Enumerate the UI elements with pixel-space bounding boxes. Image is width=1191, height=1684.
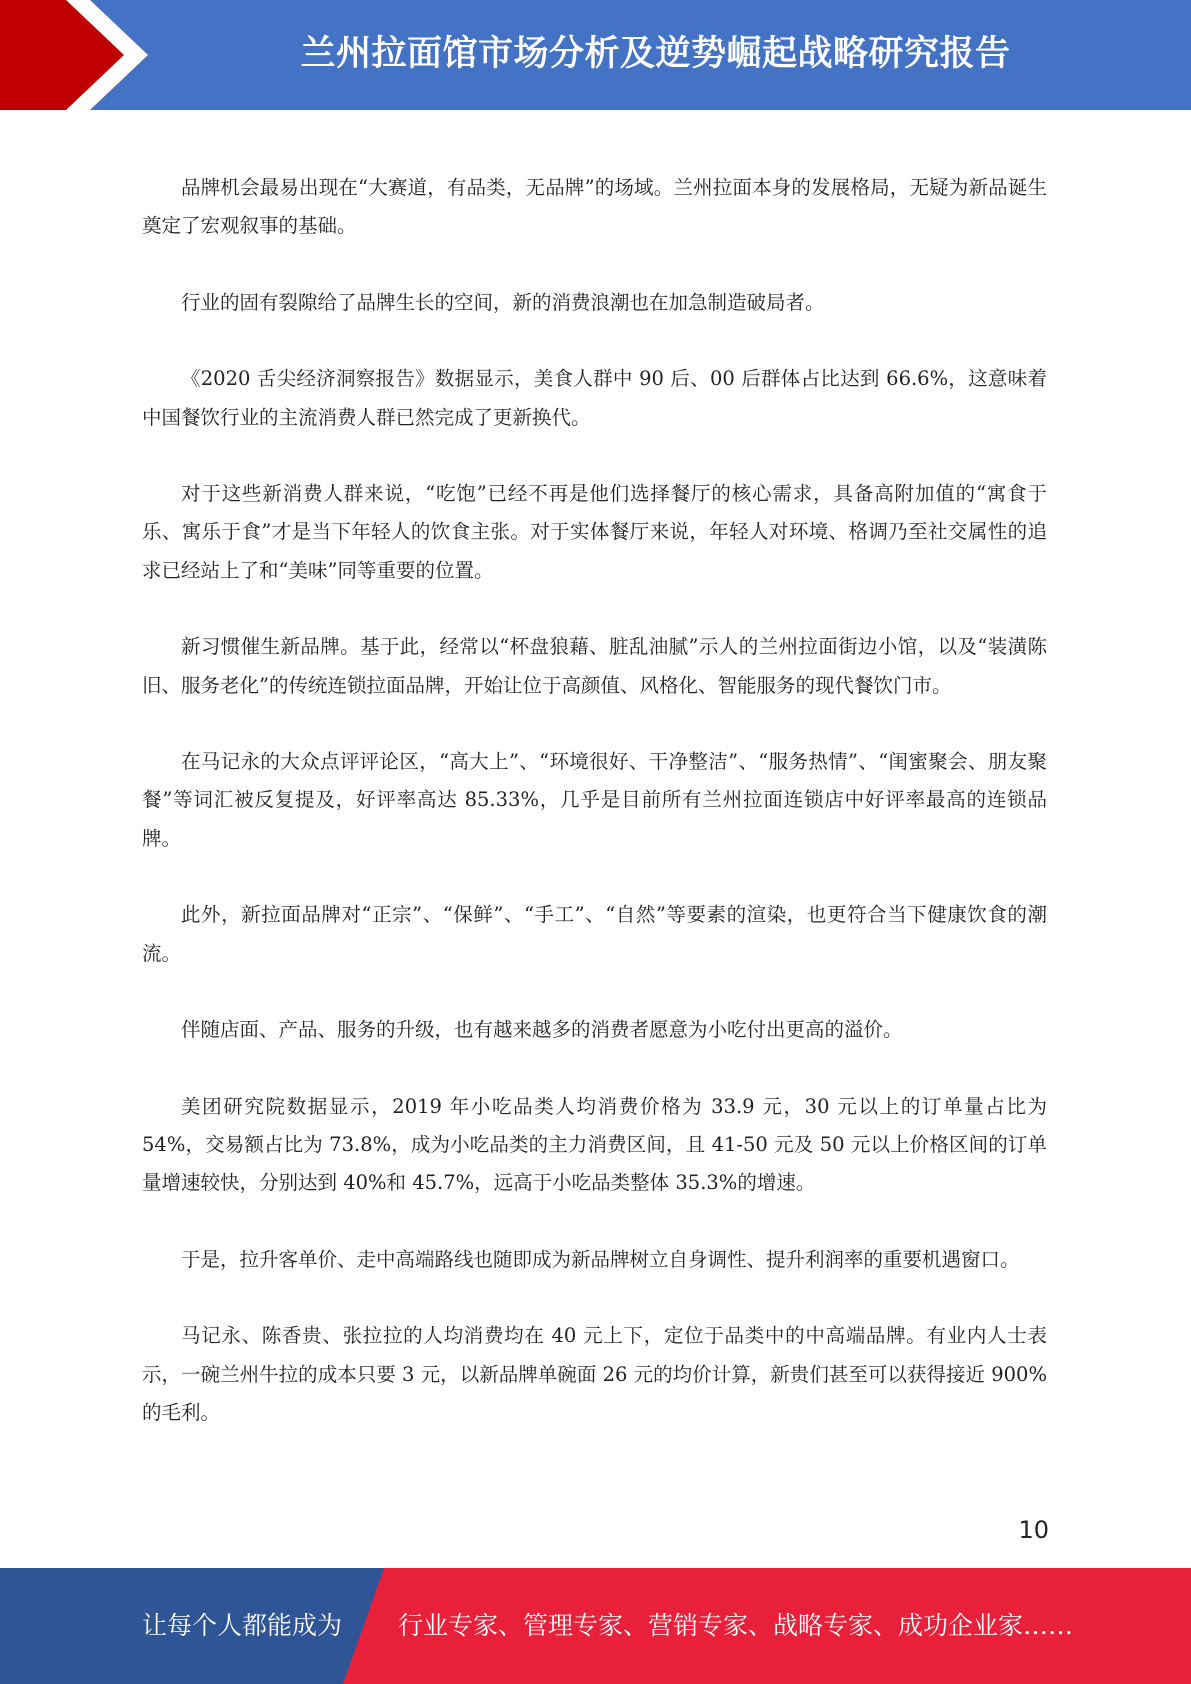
- footer-slogan-right: 行业专家、管理专家、营销专家、战略专家、成功企业家……: [398, 1611, 1074, 1640]
- paragraph-10: 于是，拉升客单价、走中高端路线也随即成为新品牌树立自身调性、提升利润率的重要机遇窗口。: [181, 1247, 1020, 1271]
- header-banner: [0, 0, 1191, 110]
- report-title: 兰州拉面馆市场分析及逆势崛起战略研究报告: [300, 34, 1011, 74]
- paragraph-1: 品牌机会最易出现在“大赛道，有品类，无品牌”的场域。兰州拉面本身的发展格局，无疑为新品诞生奠定了宏观叙事的基础。: [142, 176, 1047, 238]
- article-body: [142, 169, 1047, 1470]
- paragraph-5: 新习惯催生新品牌。基于此，经常以“杯盘狼藉、脏乱油腻”示人的兰州拉面街边小馆，以及“装潢陈旧、服务老化”的传统连锁拉面品牌，开始让位于高颜值、风格化、智能服务的现代餐饮门市。: [142, 635, 1047, 697]
- page-number: 10: [1018, 1516, 1049, 1544]
- paragraph-3: 《2020 舌尖经济洞察报告》数据显示，美食人群中 90 后、00 后群体占比达到 66.6%，这意味着中国餐饮行业的主流消费人群已然完成了更新换代。: [142, 367, 1047, 429]
- paragraph-11: 马记永、陈香贵、张拉拉的人均消费均在 40 元上下，定位于品类中的中高端品牌。有业内人士表示，一碗兰州牛拉的成本只要 3 元，以新品牌单碗面 26 元的均价计算，新贵们甚至可以获得接近 900%的毛利。: [142, 1324, 1047, 1424]
- paragraph-2: 行业的固有裂隙给了品牌生长的空间，新的消费浪潮也在加急制造破局者。: [181, 290, 825, 314]
- paragraph-7: 此外，新拉面品牌对“正宗”、“保鲜”、“手工”、“自然”等要素的渲染，也更符合当下健康饮食的潮流。: [142, 903, 1047, 965]
- paragraph-9: 美团研究院数据显示，2019 年小吃品类人均消费价格为 33.9 元，30 元以上的订单量占比为 54%，交易额占比为 73.8%，成为小吃品类的主力消费区间，且 41-50 元及 50 元以上价格区间的订单量增速较快，分别达到 40%和 45.7%，远高于小吃品类整体 35.3%的增速。: [142, 1094, 1047, 1195]
- footer-slogan-left: 让每个人都能成为: [142, 1611, 343, 1640]
- paragraph-8: 伴随店面、产品、服务的升级，也有越来越多的消费者愿意为小吃付出更高的溢价。: [181, 1018, 903, 1042]
- paragraph-4: 对于这些新消费人群来说，“吃饱”已经不再是他们选择餐厅的核心需求，具备高附加值的“寓食于乐、寓乐于食”才是当下年轻人的饮食主张。对于实体餐厅来说，年轻人对环境、格调乃至社交属性的追求已经站上了和“美味”同等重要的位置。: [142, 482, 1047, 582]
- paragraph-6: 在马记永的大众点评评论区，“高大上”、“环境很好、干净整洁”、“服务热情”、“闺蜜聚会、朋友聚餐”等词汇被反复提及，好评率高达 85.33%，几乎是目前所有兰州拉面连锁店中好评率最高的连锁品牌。: [142, 750, 1047, 850]
- footer-banner: [0, 1568, 1191, 1684]
